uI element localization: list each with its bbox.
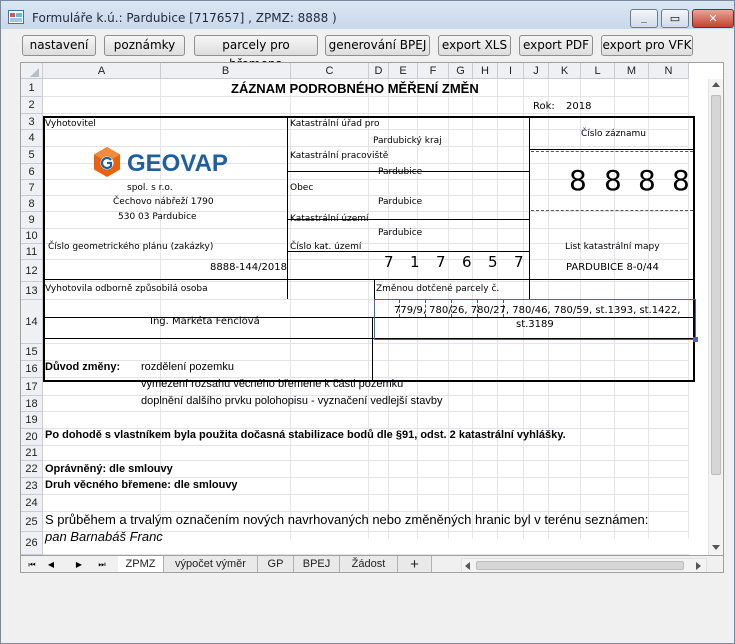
row-header[interactable]: 8 (21, 196, 43, 212)
add-sheet-button[interactable]: + (398, 556, 432, 573)
table-border (43, 116, 45, 381)
row-header[interactable]: 18 (21, 396, 43, 412)
row-header[interactable]: 2 (21, 97, 43, 114)
column-header[interactable]: K (549, 63, 581, 79)
form-title[interactable]: ZÁZNAM PODROBNÉHO MĚŘENÍ ZMĚN (231, 81, 479, 96)
prev-sheet-icon[interactable]: ◀ (47, 560, 55, 569)
settings-button[interactable]: nastavení (22, 35, 96, 56)
svg-text:GEOVAP: GEOVAP (127, 150, 228, 177)
fill-handle[interactable] (693, 337, 698, 342)
row-header[interactable]: 22 (21, 461, 43, 478)
acquainted-person[interactable]: pan Barnabáš Franc (45, 529, 163, 544)
row-header[interactable]: 12 (21, 260, 43, 282)
reason-item[interactable]: vymezení rozsahu věcného břemene k části pozemku (141, 378, 404, 390)
geovap-logo (91, 145, 231, 179)
gridline (43, 96, 689, 97)
gridline (290, 79, 291, 539)
record-number-label[interactable]: Číslo záznamu (581, 129, 646, 139)
scroll-thumb[interactable] (711, 95, 721, 475)
acquaintance-note[interactable]: S průběhem a trvalým označením nových navrhovaných nebo změněných hranic byl v terénu seznámen: (45, 512, 649, 527)
scroll-up-icon[interactable] (712, 82, 720, 87)
map-sheet-label[interactable]: List katastrální mapy (565, 242, 660, 252)
spreadsheet[interactable] (20, 62, 724, 573)
row-header[interactable]: 15 (21, 344, 43, 361)
scroll-down-icon[interactable] (712, 545, 720, 550)
municipality-label[interactable]: Obec (290, 183, 314, 193)
cadastral-office-value[interactable]: Pardubický kraj (373, 136, 442, 146)
area-code-digit[interactable]: 6 (462, 253, 472, 271)
column-header[interactable]: J (524, 63, 549, 79)
column-header[interactable]: L (581, 63, 615, 79)
gridline (43, 343, 689, 344)
tab-gp[interactable]: GP (258, 556, 294, 573)
generate-bpej-button[interactable]: generování BPEJ (325, 35, 430, 56)
tab-zpmz[interactable]: ZPMZ (118, 556, 164, 573)
last-sheet-icon[interactable]: ⏭ (98, 560, 106, 569)
column-header[interactable]: G (449, 63, 473, 79)
title-bar (1, 1, 734, 31)
window-title: Formuláře k.ú.: Pardubice [717657] , ZPMZ: 8888 ) (32, 11, 337, 25)
record-number-digit[interactable]: 8 (672, 164, 690, 197)
office-branch-value[interactable]: Pardubice (378, 167, 423, 177)
gridline (43, 494, 689, 495)
record-number-digit[interactable]: 8 (638, 164, 656, 197)
export-vfk-button[interactable]: export pro VFK (601, 35, 693, 56)
area-code-digit[interactable]: 7 (514, 253, 524, 271)
row-header[interactable]: 10 (21, 229, 43, 244)
row-header[interactable]: 17 (21, 378, 43, 396)
table-border (529, 116, 530, 299)
easement-parcels-button[interactable]: parcely pro (194, 35, 318, 56)
authorized-party[interactable]: Oprávněný: dle smlouvy (45, 463, 173, 475)
easement-type[interactable]: Druh věcného břemene: dle smlouvy (45, 479, 238, 491)
row-header[interactable]: 3 (21, 114, 43, 130)
record-number-digit[interactable]: 8 (569, 164, 587, 197)
column-header[interactable]: I (498, 63, 524, 79)
column-header[interactable]: B (161, 63, 291, 79)
row-header[interactable]: 19 (21, 412, 43, 429)
gridline (43, 281, 689, 282)
tab-bpej[interactable]: BPEJ (294, 556, 340, 573)
row-header[interactable]: 24 (21, 495, 43, 512)
column-header[interactable]: A (43, 63, 161, 79)
app-icon (8, 10, 24, 24)
tab-vypocet-vymer[interactable]: výpočet výměr (164, 556, 258, 573)
row-header[interactable]: 6 (21, 164, 43, 180)
author-label[interactable]: Vyhotovitel (45, 119, 96, 129)
first-sheet-icon[interactable]: ⏮ (28, 560, 36, 569)
row-header[interactable]: 16 (21, 361, 43, 378)
row-header[interactable]: 13 (21, 282, 43, 300)
record-number-digit[interactable]: 8 (604, 164, 622, 197)
row-header[interactable]: 1 (21, 79, 43, 97)
sheet-tabs-bar (21, 555, 724, 573)
row-header[interactable]: 20 (21, 429, 43, 446)
gridline (43, 259, 689, 260)
gridline (368, 79, 369, 539)
row-header[interactable]: 9 (21, 212, 43, 229)
parcels-label[interactable]: Změnou dotčené parcely č. (376, 284, 500, 294)
restore-button[interactable] (661, 9, 689, 28)
row-header[interactable]: 4 (21, 130, 43, 147)
qualified-person-value[interactable]: Ing. Markéta Fenclová (150, 316, 260, 327)
export-xls-button[interactable]: export XLS (438, 35, 511, 56)
column-header[interactable]: H (473, 63, 498, 79)
row-header[interactable]: 11 (21, 244, 43, 260)
column-header[interactable]: N (649, 63, 689, 79)
horizontal-scrollbar[interactable] (461, 558, 707, 573)
table-border (43, 279, 695, 280)
column-header[interactable]: C (291, 63, 369, 79)
hscroll-right-icon[interactable] (696, 562, 701, 570)
cadastral-area-value[interactable]: Pardubice (378, 228, 423, 238)
gridline (43, 411, 689, 412)
reason-item[interactable]: doplnění dalšího prvku polohopisu - vyznačení vedlejší stavby (141, 395, 443, 407)
row-header[interactable]: 7 (21, 180, 43, 196)
parcels-line1[interactable]: 779/9, 780/26, 780/27, 780/46, 780/59, st.1393, st.1422, (394, 305, 681, 316)
hscroll-left-icon[interactable] (465, 562, 470, 570)
export-pdf-button[interactable]: export PDF (519, 35, 593, 56)
vertical-scrollbar[interactable] (708, 79, 723, 555)
tab-zadost[interactable]: Žádost (340, 556, 398, 573)
qualified-person-label[interactable]: Vyhotovila odborně způsobilá osoba (45, 284, 208, 294)
row-header[interactable]: 26 (21, 532, 43, 555)
area-code-digit[interactable]: 7 (384, 253, 394, 271)
table-border (529, 149, 695, 150)
company-line2[interactable]: Čechovo nábřeží 1790 (113, 197, 214, 207)
year-label[interactable]: Rok: (533, 101, 555, 112)
parcels-line2[interactable]: st.3189 (516, 319, 554, 330)
area-code-digit[interactable]: 5 (488, 253, 498, 271)
gridline (43, 460, 689, 461)
row-header[interactable]: 21 (21, 446, 43, 461)
office-branch-label[interactable]: Katastrální pracoviště (290, 151, 389, 161)
reason-label[interactable]: Důvod změny: (45, 361, 121, 373)
year-value[interactable]: 2018 (566, 101, 592, 112)
minimize-icon: _ (641, 12, 647, 24)
municipality-value[interactable]: Pardubice (378, 197, 423, 207)
company-line1[interactable]: spol. s r.o. (127, 183, 173, 193)
gridline (43, 477, 689, 478)
column-header[interactable]: M (615, 63, 649, 79)
area-code-digit[interactable]: 7 (436, 253, 446, 271)
column-header[interactable]: D (369, 63, 389, 79)
area-code-label[interactable]: Číslo kat. území (290, 242, 362, 252)
close-button[interactable] (692, 9, 734, 28)
next-sheet-icon[interactable]: ▶ (75, 560, 83, 569)
plan-number-label[interactable]: Číslo geometrického plánu (zakázky) (48, 242, 214, 252)
gridline (43, 113, 689, 114)
gridline (43, 360, 689, 361)
cadastral-office-label[interactable]: Katastrální úřad pro (290, 119, 380, 129)
notes-button[interactable]: poznámky (104, 35, 185, 56)
gridline (43, 445, 689, 446)
select-all-icon (30, 68, 39, 77)
restore-icon: ▭ (669, 13, 681, 25)
stabilization-note[interactable]: Po dohodě s vlastníkem byla použita dočasná stabilizace bodů dle §91, odst. 2 katastrální vyhlášky. (45, 429, 566, 441)
cadastral-area-label[interactable]: Katastrální území (290, 214, 369, 224)
map-sheet-value[interactable]: PARDUBICE 8-0/44 (566, 262, 659, 273)
minimize-button[interactable] (630, 9, 658, 28)
column-header[interactable]: F (418, 63, 449, 79)
table-border (43, 116, 695, 118)
plan-number-value[interactable]: 8888-144/2018 (210, 262, 287, 273)
close-icon: ✕ (708, 13, 718, 25)
company-line3[interactable]: 530 03 Pardubice (118, 212, 197, 222)
row-header[interactable]: 25 (21, 512, 43, 532)
gridline (43, 228, 689, 229)
table-border (372, 317, 373, 381)
row-header[interactable]: 5 (21, 147, 43, 164)
reason-item[interactable]: rozdělení pozemku (141, 361, 234, 373)
column-header[interactable]: E (389, 63, 418, 79)
hscroll-thumb[interactable] (476, 561, 684, 570)
table-border (287, 116, 288, 299)
row-header[interactable]: 23 (21, 478, 43, 495)
row-header[interactable]: 14 (21, 300, 43, 344)
area-code-digit[interactable]: 1 (410, 253, 420, 271)
